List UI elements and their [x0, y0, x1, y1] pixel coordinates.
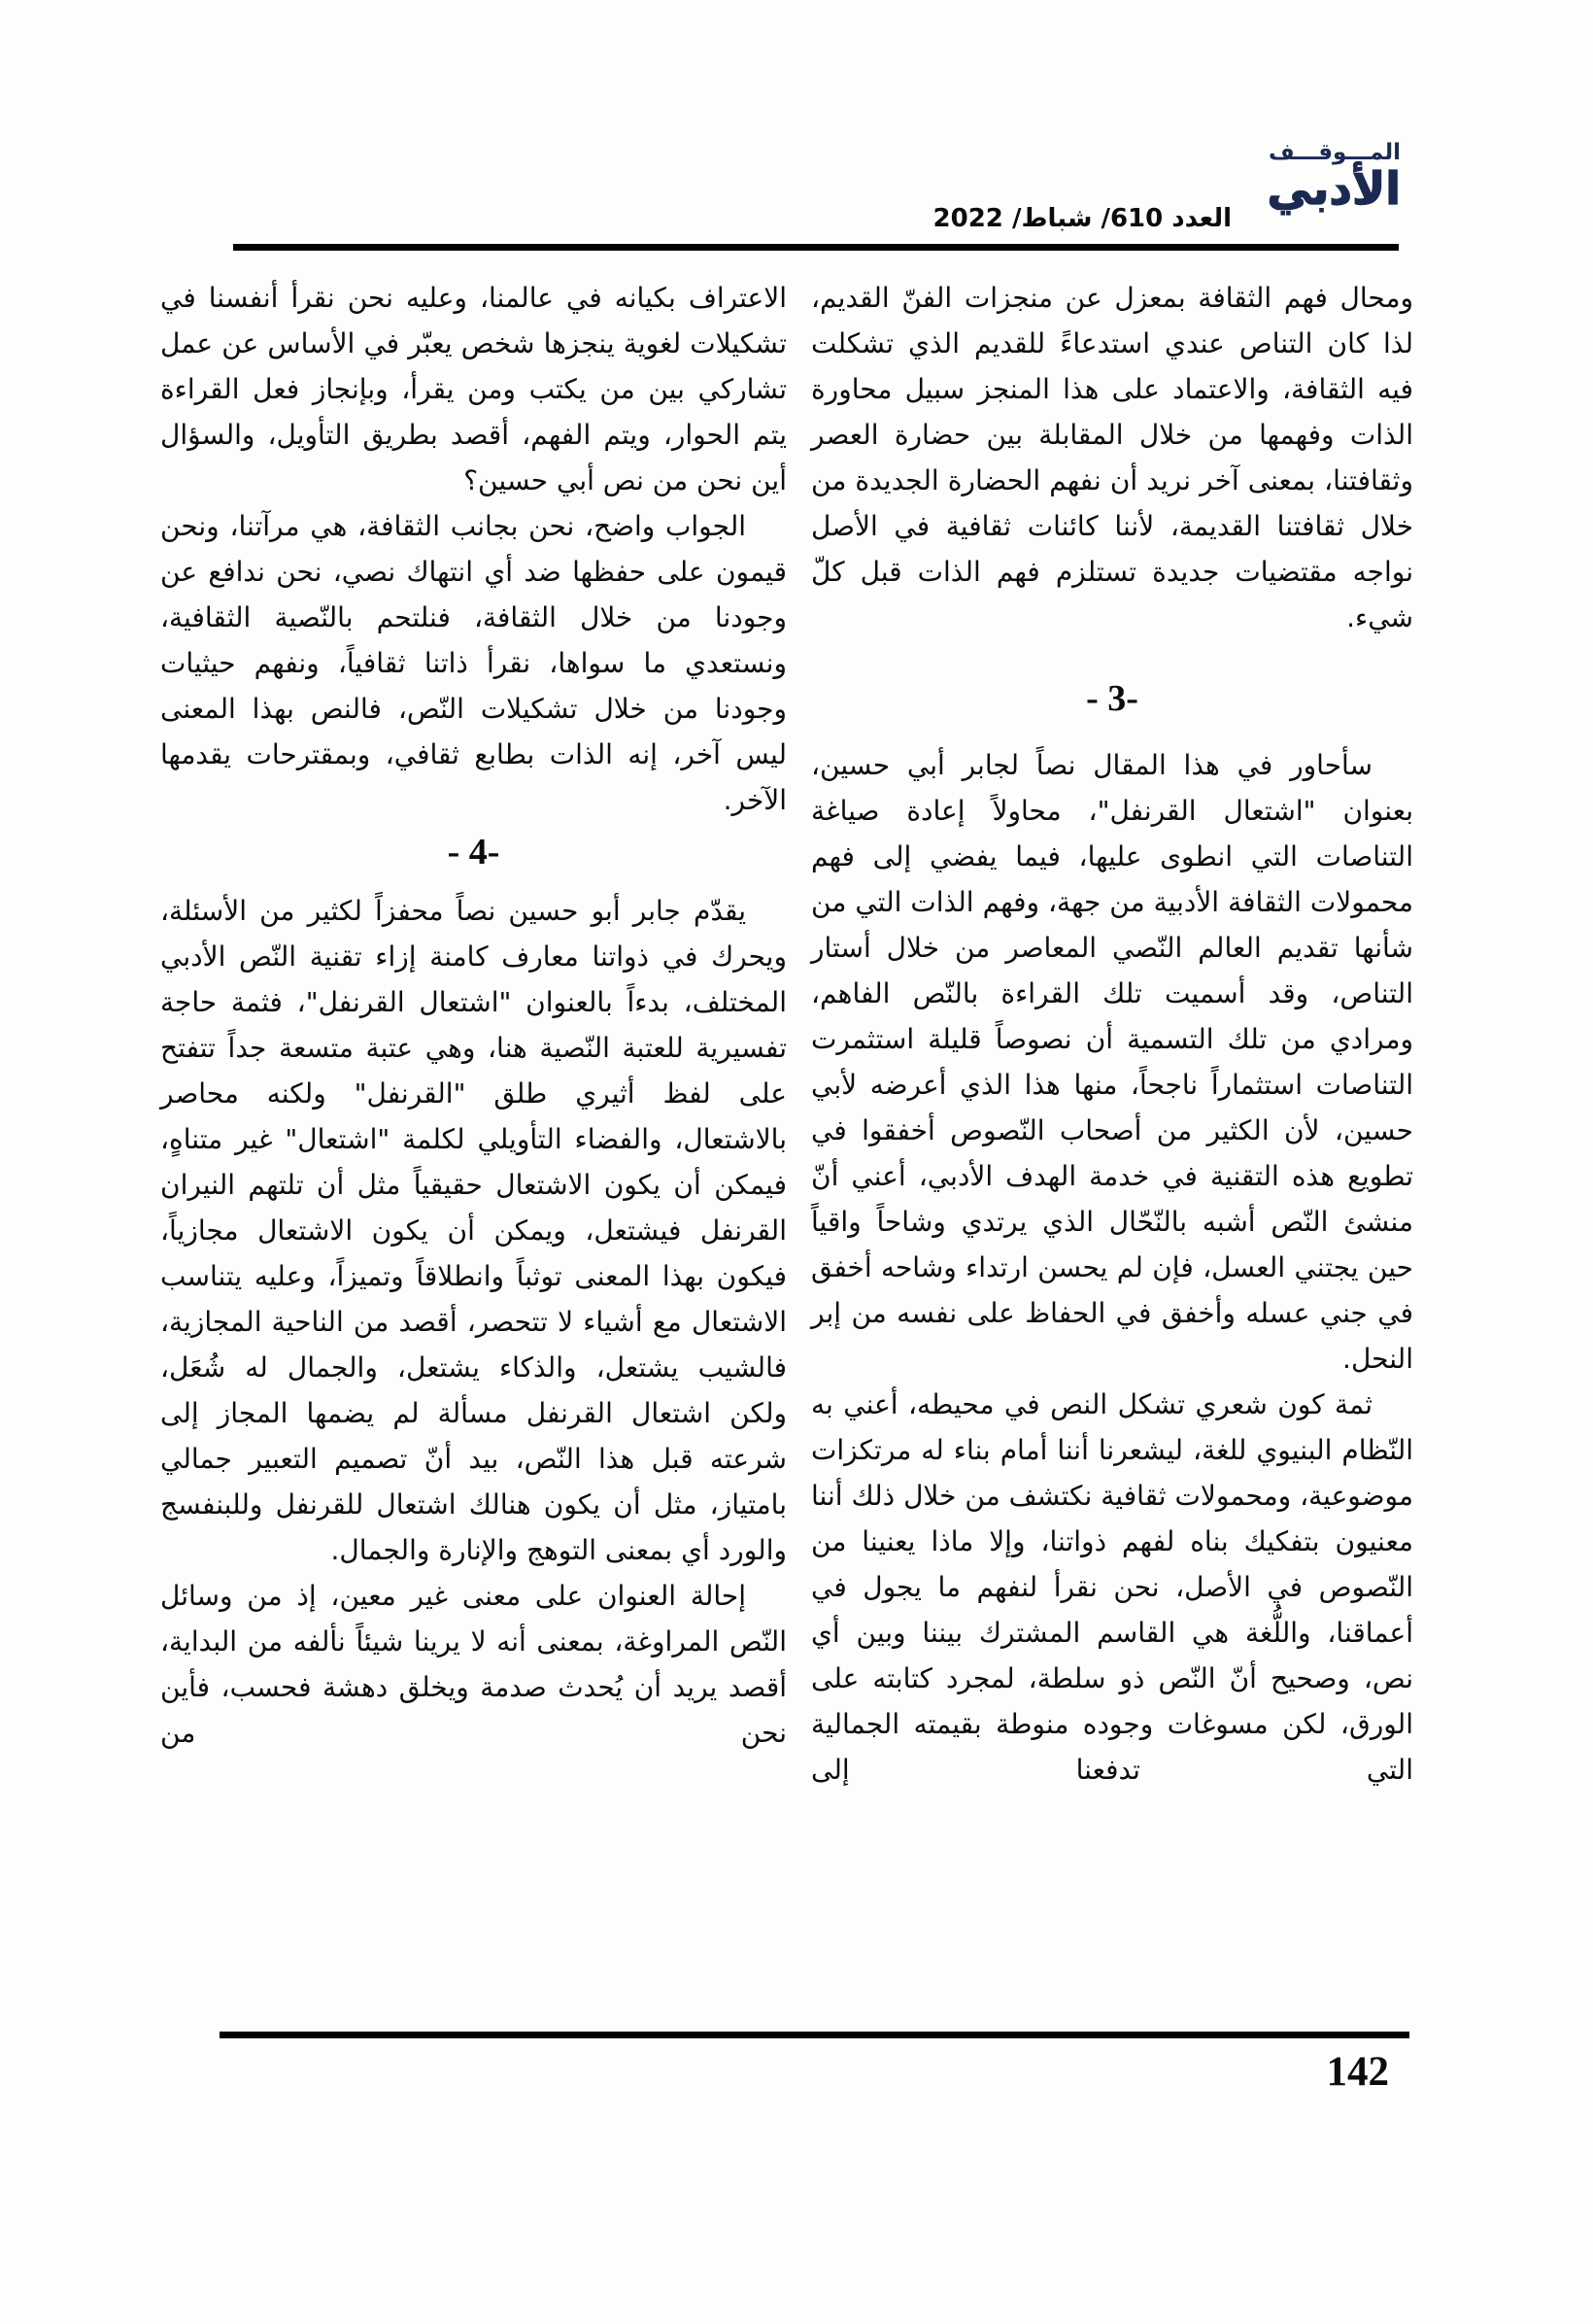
section-number: - 3- [1086, 678, 1138, 719]
logo-title-top: المـــوقـــف [1269, 140, 1401, 165]
text-column-left [160, 275, 787, 1793]
header-rule [233, 244, 1399, 251]
body-paragraph: ثمة كون شعري تشكل النص في محيطه، أعني به النّظام البنيوي للغة، ليشعرنا أننا أمام بناء له مرتكزات موضوعية، ومحمولات ثقافية نكتشف من خلال ذلك أننا معنيون بتفكيك بناه لفهم ذواتنا، وإلا ماذا يعنينا من النّصوص في الأصل، نحن نقرأ لنفهم ما يجول في أعماقنا، واللُّغة هي القاسم المشترك بيننا وبين أي نص، وصحيح أنّ النّص ذو سلطة، لمجرد كتابته على الورق، لكن مسوغات وجوده منوطة بقيمته الجمالية التي تدفعنا إلى [811, 1388, 1413, 1786]
section-number: - 4- [447, 832, 500, 872]
article-body [160, 275, 1413, 1793]
magazine-logo [1267, 140, 1401, 215]
body-paragraph: سأحاور في هذا المقال نصاً لجابر أبي حسين، بعنوان "اشتعال القرنفل"، محاولاً إعادة صياغة التناصات التي انطوى عليها، فيما يفضي إلى فهم محمولات الثقافة الأدبية من جهة، وفهم الذات التي من شأنها تقديم العالم النّصي المعاصر من خلال أستار التناص، وقد أسميت تلك القراءة بالنّص الفاهم، ومرادي من تلك التسمية أن نصوصاً قليلة استثمرت التناصات استثماراً ناجحاً، منها هذا الذي أعرضه لأبي حسين، لأن الكثير من أصحاب النّصوص أخفقوا في تطويع هذه التقنية في خدمة الهدف الأدبي، أعني أنّ منشئ النّص أشبه بالنّحّال الذي يرتدي وشاحاً واقياً حين يجتني العسل، فإن لم يحسن ارتداء وشاحه أخفق في جني عسله وأخفق في الحفاظ على نفسه من إبر النحل. [811, 749, 1413, 1375]
section-heading-3 [811, 677, 1413, 721]
logo-title-main: الأدبي [1267, 162, 1401, 215]
body-paragraph: الاعتراف بكيانه في عالمنا، وعليه نحن نقرأ أنفسنا في تشكيلات لغوية ينجزها شخص يعبّر في الأساس عن عمل تشاركي بين من يكتب ومن يقرأ، وبإنجاز فعل القراءة يتم الحوار، ويتم الفهم، أقصد بطريق التأويل، والسؤال أين نحن من نص أبي حسين؟ [160, 282, 787, 496]
section-heading-4 [160, 831, 787, 874]
footer-rule [220, 2032, 1409, 2038]
body-paragraph: يقدّم جابر أبو حسين نصاً محفزاً لكثير من الأسئلة، ويحرك في ذواتنا معارف كامنة إزاء تقنية النّص الأدبي المختلف، بدءاً بالعنوان "اشتعال القرنفل"، فثمة حاجة تفسيرية للعتبة النّصية هنا، وهي عتبة متسعة جداً تتفتح على لفظ أثيري طلق "القرنفل" ولكنه محاصر بالاشتعال، والفضاء التأويلي لكلمة "اشتعال" غير متناهٍ، فيمكن أن يكون الاشتعال حقيقياً مثل أن تلتهم النيران القرنفل فيشتعل، ويمكن أن يكون الاشتعال مجازياً، فيكون بهذا المعنى توثباً وانطلاقاً وتميزاً، وعليه يتناسب الاشتعال مع أشياء لا تتحصر، أقصد من الناحية المجازية، فالشيب يشتعل، والذكاء يشتعل، والجمال له شُعَل، ولكن اشتعال القرنفل مسألة لم يضمها المجاز إلى شرعته قبل هذا النّص، بيد أنّ تصميم التعبير جمالي بامتياز، مثل أن يكون هنالك اشتعال للقرنفل وللبنفسج والورد أي بمعنى التوهج والإنارة والجمال. [160, 895, 787, 1566]
body-paragraph: إحالة العنوان على معنى غير معين، إذ من وسائل النّص المراوغة، بمعنى أنه لا يرينا شيئاً نألفه من البداية، أقصد يريد أن يُحدث صدمة ويخلق دهشة فحسب، فأين نحن من [160, 1580, 787, 1749]
body-paragraph: ومحال فهم الثقافة بمعزل عن منجزات الفنّ القديم، لذا كان التناص عندي استدعاءً للقديم الذي تشكلت فيه الثقافة، والاعتماد على هذا المنجز سبيل محاورة الذات وفهمها من خلال المقابلة بين حضارة العصر وثقافتنا، بمعنى آخر نريد أن نفهم الحضارة الجديدة من خلال ثقافتنا القديمة، لأننا كائنات ثقافية في الأصل نواجه مقتضيات جديدة تستلزم فهم الذات قبل كلّ شيء. [811, 282, 1413, 633]
page-number: 142 [1326, 2049, 1389, 2095]
body-paragraph: الجواب واضح، نحن بجانب الثقافة، هي مرآتنا، ونحن قيمون على حفظها ضد أي انتهاك نصي، نحن ندافع عن وجودنا من خلال الثقافة، فنلتحم بالنّصية الثقافية، ونستعدي ما سواها، نقرأ ذاتنا ثقافياً، ونفهم حيثيات وجودنا من خلال تشكيلات النّص، فالنص بهذا المعنى ليس آخر، إنه الذات بطابع ثقافي، وبمقترحات يقدمها الآخر. [160, 510, 787, 816]
issue-info: العدد 610/ شباط/ 2022 [932, 204, 1232, 233]
text-column-right [811, 275, 1413, 1793]
